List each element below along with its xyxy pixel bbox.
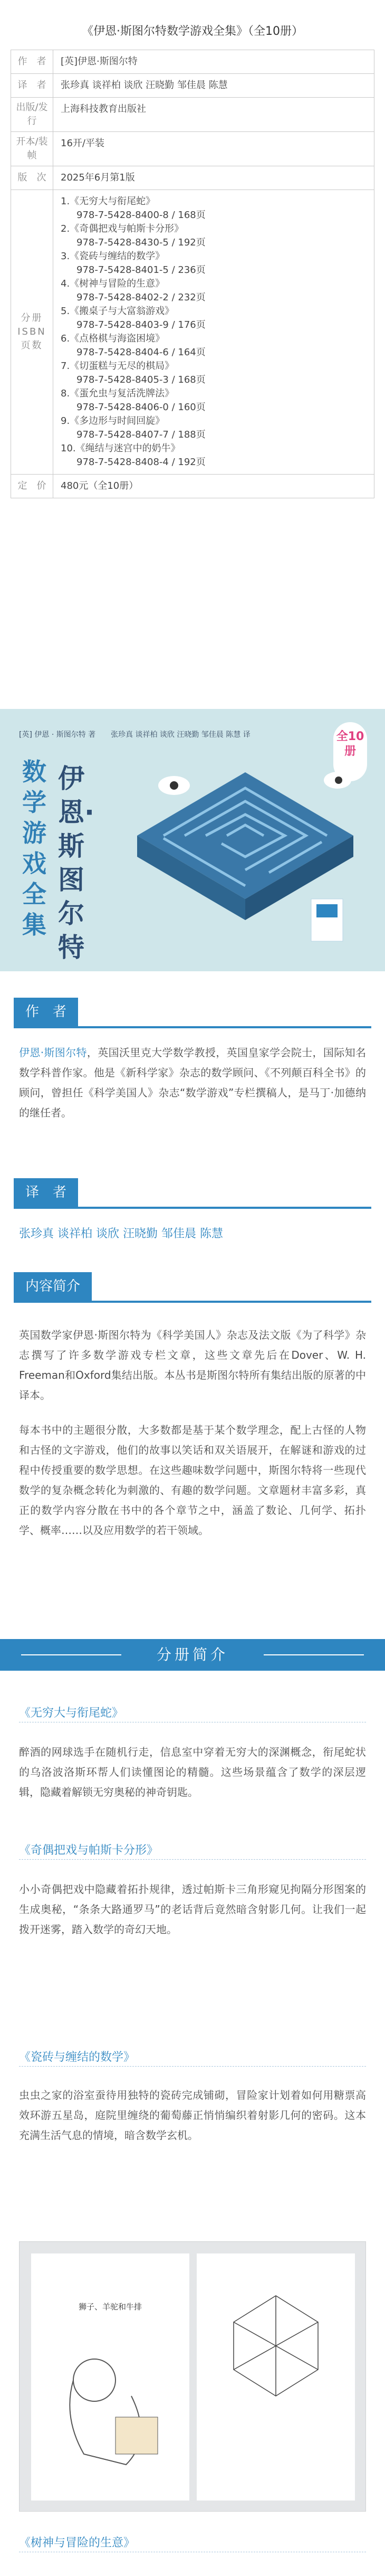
volume-entry-title: 8.《蛋允虫与复活洗牌法》 (61, 388, 175, 399)
volume-entry-title: 2.《奇偶把戏与帕斯卡分形》 (61, 223, 184, 234)
book-info (0, 0, 385, 498)
volume-entry (61, 250, 367, 277)
volume-list (53, 190, 374, 475)
volume-entry-title: 3.《瓷砖与缠结的数学》 (61, 251, 165, 262)
volume-entry (61, 414, 367, 442)
row-key: 定 价 (11, 475, 53, 498)
sample-diagram (213, 2285, 339, 2412)
volume-entry (61, 359, 367, 387)
volume-title: 《树神与冒险的生意》 (19, 2536, 136, 2550)
table-row (11, 132, 374, 166)
summary-paragraph: 每本书中的主题很分散，大多数都是基于某个数学理念，配上古怪的人物和古怪的文字游戏，他们的故事以笑话和双关语展开，在解谜和游戏的过程中传授重要的数学思想。在这些趣味数学问题中，斯图尔特将一些现代数学的复杂概念转化为刺激的、有趣的数学问题。文章题材丰富多彩，真正的数学内容分散在书中的各个章节之中，涵盖了数论、几何学、拓扑学、概率……以及应用数学的若干领域。 (19, 1424, 366, 1537)
volume-entry-isbn: 978-7-5428-8400-8 / 168页 (76, 210, 206, 221)
cover-translators: 张珍真 谈祥柏 谈欣 汪晓勤 邹佳晨 陈慧 译 (111, 731, 251, 739)
volume-entry (61, 305, 367, 332)
author-text: ，英国沃里克大学数学教授，英国皇家学会院士，国际知名数学科普作家。他是《新科学家》杂志的数学顾问、《不列颠百科全书》的顾问，曾担任《科学美国人》杂志“数学游戏”专栏撰稿人，是马丁·加德纳的继任者。 (19, 1046, 367, 1119)
table-row (11, 475, 374, 498)
volume-entry-isbn: 978-7-5428-8404-6 / 164页 (76, 347, 206, 358)
volume-entry-title: 10.《绳结与迷宫中的奶牛》 (61, 443, 180, 454)
book-title: 《伊恩·斯图尔特数学游戏全集》（全10册） (82, 25, 303, 38)
row-key: 出版/发行 (11, 98, 53, 132)
volume-entry (61, 442, 367, 469)
volume-title: 《无穷大与衔尾蛇》 (19, 1707, 124, 1720)
author-name: 伊恩·斯图尔特 (19, 1046, 87, 1059)
volume-desc: 小小奇偶把戏中隐藏着拓扑规律，透过帕斯卡三角形窥见拘隔分形图案的生成奥秘，“条条大路通罗马”的老话背后竟然暗含射影几何。让我们一起拨开迷雾，踏入数学的奇幻天地。 (19, 1883, 366, 1936)
row-key: 开本/装帧 (11, 132, 53, 166)
info-table (11, 50, 374, 498)
row-key: 译 者 (11, 74, 53, 98)
volume-entry-title: 4.《树神与冒险的生意》 (61, 278, 165, 289)
row-key: 版 次 (11, 166, 53, 190)
translator-names: 张珍真 谈祥柏 谈欣 汪晓勤 邹佳晨 陈慧 (19, 1227, 223, 1240)
volume-entry-title: 9.《多边形与时间回旋》 (61, 415, 165, 427)
sample-illustration (52, 2333, 168, 2480)
author-section-header (14, 998, 371, 1028)
volume-entry-title: 1.《无穷大与衔尾蛇》 (61, 196, 156, 207)
volume-entry-isbn: 978-7-5428-8408-4 / 192页 (76, 457, 206, 468)
table-row (11, 190, 374, 475)
summary-tag: 内容简介 (14, 1272, 92, 1301)
summary-paragraph: 英国数学家伊恩·斯图尔特为《科学美国人》杂志及法文版《为了科学》杂志撰写了许多数学游戏专栏文章，这些文章先后在Dover、W. H. Freeman和Oxford集结出版。本丛书是斯图尔特所有集结出版的原著的中译本。 (19, 1329, 366, 1401)
table-row (11, 74, 374, 98)
volume-entry-title: 7.《切蛋糕与无尽的棋局》 (61, 361, 175, 372)
volume-entry-isbn: 978-7-5428-8403-9 / 176页 (76, 319, 206, 330)
volume-entry-isbn: 978-7-5428-8406-0 / 160页 (76, 402, 206, 413)
translator-tag: 译 者 (14, 1178, 78, 1207)
summary-section-header (14, 1272, 371, 1303)
volume-entry (61, 222, 367, 250)
table-row (11, 50, 374, 74)
row-value: 16开/平装 (53, 132, 374, 166)
sample-pages (19, 2241, 366, 2512)
row-value: [英]伊恩·斯图尔特 (53, 50, 374, 74)
volume-count-badge: 全10册 (333, 722, 367, 781)
sample-left-page (31, 2253, 189, 2501)
maze-illustration (132, 756, 359, 946)
cover-title-series: 数学游戏全集 (22, 757, 46, 939)
cover-banner (0, 709, 385, 971)
volume-entry (61, 195, 367, 222)
row-value: 上海科技教育出版社 (53, 98, 374, 132)
volume-entry (61, 387, 367, 414)
volume-divider (19, 2066, 366, 2067)
table-row (11, 98, 374, 132)
row-key: 分册ISBN页数 (11, 190, 53, 475)
volume-entry-title: 5.《搬桌子与大富翁游戏》 (61, 306, 175, 317)
row-key: 作 者 (11, 50, 53, 74)
volume-title: 《奇偶把戏与帕斯卡分形》 (19, 1844, 159, 1857)
volume-entry-isbn: 978-7-5428-8407-7 / 188页 (76, 429, 206, 440)
volume-title: 《瓷砖与缠结的数学》 (19, 2051, 136, 2064)
volume-entry-isbn: 978-7-5428-8402-2 / 232页 (76, 292, 206, 303)
volume-desc: 虫虫之家的浴室蚕待用独特的瓷砖完成铺砌，冒险家计划着如何用糖票高效环游五星岛，庭院里缠绕的葡萄藤正悄悄编织着射影几何的密码。这本充满生活气息的情境，暗含数学玄机。 (19, 2089, 366, 2142)
translator-section-header (14, 1178, 371, 1209)
volumes-banner-title: 分册简介 (156, 1646, 228, 1663)
row-value: 张珍真 谈祥柏 谈欣 汪晓勤 邹佳晨 陈慧 (53, 74, 374, 98)
sample-right-page (197, 2253, 355, 2501)
author-tag: 作 者 (14, 998, 78, 1026)
sample-caption: 狮子、羊驼和牛排 (78, 2302, 142, 2312)
author-bio (19, 1043, 366, 1123)
cover-title-author: 伊恩·斯图尔特 (58, 763, 94, 963)
volume-entry (61, 332, 367, 359)
volume-entry-isbn: 978-7-5428-8405-3 / 168页 (76, 374, 206, 385)
cover-author: [英] 伊恩 · 斯图尔特 著 (19, 731, 96, 739)
volume-entry-isbn: 978-7-5428-8430-5 / 192页 (76, 237, 206, 248)
volume-entry-title: 6.《点格棋与海盗困境》 (61, 333, 165, 344)
volume-entry (61, 277, 367, 305)
volumes-banner (0, 1639, 385, 1671)
row-value: 2025年6月第1版 (53, 166, 374, 190)
volume-entry-isbn: 978-7-5428-8401-5 / 236页 (76, 264, 206, 276)
volume-desc: 醉酒的网球选手在随机行走，信息室中穿着无穷大的深渊概念，衔尾蛇状的乌洛波洛斯环帮人们读懂图论的精髓。这些场景蕴含了数学的深层逻辑，隐藏着解锁无穷奥秘的神奇钥匙。 (19, 1746, 366, 1798)
price-value: 480元（全10册） (53, 475, 374, 498)
table-row (11, 166, 374, 190)
volume-divider (19, 1859, 366, 1860)
